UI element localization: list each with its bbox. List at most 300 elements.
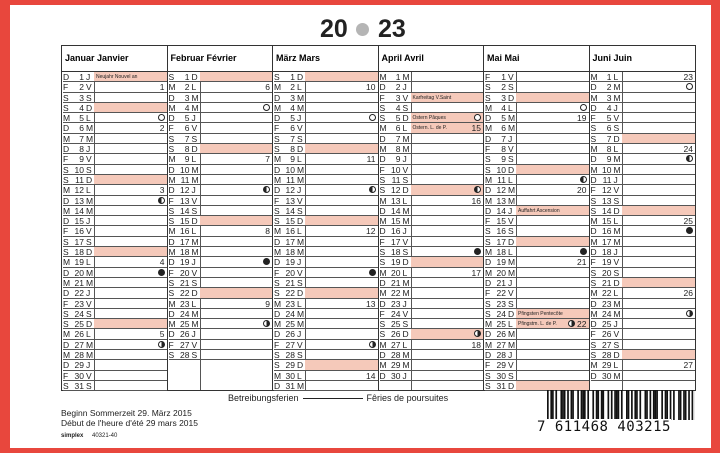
day-row[interactable] bbox=[273, 371, 378, 381]
day-row[interactable] bbox=[168, 154, 273, 164]
weekday-fr: J bbox=[613, 102, 618, 113]
day-row[interactable] bbox=[168, 216, 273, 226]
day-row[interactable] bbox=[590, 113, 696, 123]
weekday-fr: D bbox=[508, 164, 515, 175]
day-row[interactable] bbox=[273, 185, 378, 195]
day-row[interactable] bbox=[590, 165, 696, 175]
day-row[interactable] bbox=[62, 144, 167, 154]
day-row[interactable] bbox=[273, 288, 378, 298]
weekday-fr: M bbox=[86, 195, 94, 206]
day-row[interactable] bbox=[62, 247, 167, 257]
day-row[interactable] bbox=[484, 309, 589, 319]
weekday-de: S bbox=[168, 216, 175, 227]
day-row[interactable] bbox=[62, 216, 167, 226]
day-row[interactable] bbox=[62, 350, 167, 360]
day-number: 3 bbox=[79, 92, 84, 103]
day-row[interactable] bbox=[590, 134, 696, 144]
day-row[interactable] bbox=[484, 196, 589, 206]
weekday-fr: V bbox=[613, 329, 620, 340]
day-row[interactable] bbox=[484, 216, 589, 226]
weekday-fr: M bbox=[297, 319, 305, 330]
day-row[interactable] bbox=[484, 144, 589, 154]
day-row[interactable] bbox=[168, 226, 273, 236]
day-row[interactable] bbox=[590, 309, 696, 319]
weekday-fr: V bbox=[613, 185, 620, 196]
day-row[interactable] bbox=[590, 257, 696, 267]
day-row[interactable] bbox=[484, 154, 589, 164]
weekday-de: D bbox=[168, 329, 175, 340]
day-row[interactable] bbox=[590, 226, 696, 236]
day-number: 3 bbox=[606, 92, 612, 103]
day-row[interactable] bbox=[168, 144, 273, 154]
day-row[interactable] bbox=[484, 206, 589, 216]
weekday-de: D bbox=[379, 133, 386, 144]
day-row[interactable] bbox=[590, 206, 696, 216]
full-moon-icon bbox=[369, 114, 376, 121]
day-row[interactable] bbox=[484, 226, 589, 236]
day-row[interactable] bbox=[484, 350, 589, 360]
weekday-de: D bbox=[590, 226, 597, 237]
day-row[interactable] bbox=[379, 319, 484, 329]
weekday-fr: M bbox=[86, 133, 94, 144]
day-number: 11 bbox=[602, 174, 612, 185]
day-row[interactable] bbox=[590, 185, 696, 195]
day-row[interactable] bbox=[168, 113, 273, 123]
day-row[interactable] bbox=[273, 268, 378, 278]
day-row[interactable] bbox=[273, 113, 378, 123]
day-row[interactable] bbox=[168, 288, 273, 298]
day-number: 19 bbox=[180, 257, 190, 268]
day-row[interactable] bbox=[484, 103, 589, 113]
week-number: 4 bbox=[159, 257, 165, 268]
day-row[interactable] bbox=[590, 216, 696, 226]
day-row[interactable] bbox=[379, 288, 484, 298]
day-row[interactable] bbox=[590, 268, 696, 278]
day-row[interactable] bbox=[62, 165, 167, 175]
day-row[interactable] bbox=[484, 340, 589, 350]
day-row[interactable] bbox=[62, 237, 167, 247]
day-row[interactable] bbox=[484, 113, 589, 123]
weekday-fr: J bbox=[402, 154, 407, 165]
month-column bbox=[484, 46, 590, 390]
weekday-fr: J bbox=[86, 216, 91, 227]
day-row[interactable] bbox=[273, 247, 378, 257]
day-number: 10 bbox=[391, 164, 401, 175]
day-row[interactable] bbox=[62, 309, 167, 319]
weekday-de: M bbox=[168, 319, 176, 330]
weekday-fr: M bbox=[613, 308, 621, 319]
day-number: 8 bbox=[395, 144, 401, 155]
day-row[interactable] bbox=[62, 381, 167, 391]
weekday-fr: S bbox=[613, 123, 620, 134]
day-row[interactable] bbox=[168, 268, 273, 278]
day-row[interactable] bbox=[379, 278, 484, 288]
day-row[interactable] bbox=[590, 329, 696, 339]
day-row[interactable] bbox=[379, 165, 484, 175]
day-row[interactable] bbox=[168, 237, 273, 247]
day-row[interactable] bbox=[379, 134, 484, 144]
day-row[interactable] bbox=[273, 216, 378, 226]
day-row[interactable] bbox=[168, 299, 273, 309]
day-row[interactable] bbox=[273, 82, 378, 92]
day-row[interactable] bbox=[379, 144, 484, 154]
weekday-fr: L bbox=[402, 339, 408, 350]
day-row[interactable] bbox=[168, 206, 273, 216]
day-row[interactable] bbox=[62, 278, 167, 288]
weekday-fr: V bbox=[191, 267, 198, 278]
weekday-de: D bbox=[274, 92, 281, 103]
day-row[interactable] bbox=[590, 360, 696, 370]
day-row[interactable] bbox=[484, 175, 589, 185]
day-row[interactable] bbox=[484, 329, 589, 339]
weekday-fr: M bbox=[508, 329, 516, 340]
weekday-fr: D bbox=[297, 144, 304, 155]
day-row[interactable] bbox=[62, 123, 167, 133]
day-row[interactable] bbox=[273, 175, 378, 185]
day-row[interactable] bbox=[273, 329, 378, 339]
day-row[interactable] bbox=[379, 196, 484, 206]
day-row[interactable] bbox=[168, 196, 273, 206]
year-dot-icon bbox=[356, 23, 369, 36]
day-row[interactable] bbox=[62, 93, 167, 103]
weekday-fr: M bbox=[613, 226, 621, 237]
day-row[interactable] bbox=[273, 226, 378, 236]
weekday-de: S bbox=[168, 288, 175, 299]
day-row[interactable] bbox=[168, 82, 273, 92]
weekday-fr: S bbox=[191, 205, 198, 216]
day-row[interactable] bbox=[168, 103, 273, 113]
weekday-fr: D bbox=[402, 257, 409, 268]
weekday-de: D bbox=[485, 133, 492, 144]
weekday-fr: V bbox=[402, 308, 409, 319]
day-number: 26 bbox=[74, 329, 84, 340]
day-row[interactable] bbox=[62, 82, 167, 92]
weekday-fr: V bbox=[508, 360, 514, 371]
weekday-de: D bbox=[168, 164, 175, 175]
day-row[interactable] bbox=[168, 175, 273, 185]
day-row[interactable] bbox=[379, 340, 484, 350]
day-row[interactable] bbox=[484, 247, 589, 257]
day-number: 24 bbox=[74, 308, 84, 319]
day-row[interactable] bbox=[379, 113, 484, 123]
day-row[interactable] bbox=[62, 360, 167, 370]
weekday-de: M bbox=[485, 339, 493, 350]
day-number: 14 bbox=[496, 205, 506, 216]
weekday-fr: M bbox=[191, 308, 199, 319]
day-row[interactable] bbox=[484, 185, 589, 195]
weekday-de: S bbox=[274, 350, 280, 361]
weekday-de: F bbox=[379, 92, 385, 103]
day-row[interactable] bbox=[484, 319, 589, 329]
holiday-label: Karfreitag V.Saint bbox=[412, 94, 452, 101]
day-row[interactable] bbox=[590, 144, 696, 154]
day-row[interactable] bbox=[62, 185, 167, 195]
day-row[interactable] bbox=[62, 371, 167, 381]
day-row[interactable] bbox=[168, 278, 273, 288]
weekday-fr: L bbox=[402, 267, 408, 278]
day-number: 20 bbox=[285, 267, 295, 278]
day-row[interactable] bbox=[273, 196, 378, 206]
day-row[interactable] bbox=[273, 381, 378, 391]
day-row[interactable] bbox=[62, 329, 167, 339]
weekday-de: D bbox=[590, 174, 597, 185]
day-number: 5 bbox=[290, 113, 295, 124]
weekday-fr: J bbox=[86, 72, 91, 82]
day-number: 26 bbox=[180, 329, 190, 340]
new-moon-icon bbox=[369, 269, 376, 276]
day-row[interactable] bbox=[168, 165, 273, 175]
day-number: 24 bbox=[602, 308, 612, 319]
weekday-fr: J bbox=[508, 205, 513, 216]
day-row[interactable] bbox=[484, 268, 589, 278]
weekday-de: D bbox=[485, 277, 492, 288]
day-row[interactable] bbox=[273, 154, 378, 164]
day-number: 18 bbox=[285, 247, 295, 258]
weekday-fr: J bbox=[402, 298, 407, 309]
day-row[interactable] bbox=[379, 247, 484, 257]
day-row[interactable] bbox=[273, 206, 378, 216]
day-row[interactable] bbox=[62, 268, 167, 278]
day-row[interactable] bbox=[168, 340, 273, 350]
day-row[interactable] bbox=[62, 319, 167, 329]
day-row[interactable] bbox=[590, 237, 696, 247]
day-row[interactable] bbox=[168, 350, 273, 360]
day-row[interactable] bbox=[273, 103, 378, 113]
day-row[interactable] bbox=[62, 154, 167, 164]
day-row[interactable] bbox=[379, 309, 484, 319]
day-row[interactable] bbox=[62, 175, 167, 185]
day-row[interactable] bbox=[273, 319, 378, 329]
weekday-fr: J bbox=[86, 144, 91, 155]
day-row[interactable] bbox=[379, 360, 484, 370]
day-number: 29 bbox=[285, 360, 295, 371]
day-row[interactable] bbox=[62, 299, 167, 309]
day-number: 13 bbox=[74, 195, 84, 206]
day-row[interactable] bbox=[379, 216, 484, 226]
weekday-fr: M bbox=[191, 319, 199, 330]
day-row[interactable] bbox=[273, 237, 378, 247]
day-row[interactable] bbox=[168, 123, 273, 133]
weekday-de: S bbox=[379, 174, 386, 185]
day-number: 21 bbox=[74, 277, 84, 288]
week-number: 15 bbox=[471, 123, 481, 134]
day-row[interactable] bbox=[273, 165, 378, 175]
day-row[interactable] bbox=[168, 134, 273, 144]
day-row[interactable] bbox=[379, 185, 484, 195]
weekday-de: M bbox=[590, 360, 598, 371]
weekday-de: S bbox=[379, 185, 386, 196]
day-row[interactable] bbox=[590, 247, 696, 257]
weekday-fr: L bbox=[297, 370, 302, 381]
weekday-fr: L bbox=[402, 123, 408, 134]
day-row[interactable] bbox=[379, 226, 484, 236]
day-row[interactable] bbox=[273, 144, 378, 154]
day-row[interactable] bbox=[168, 257, 273, 267]
weekday-fr: M bbox=[613, 92, 621, 103]
day-row[interactable] bbox=[62, 103, 167, 113]
day-row[interactable] bbox=[379, 206, 484, 216]
day-row[interactable] bbox=[379, 329, 484, 339]
day-row[interactable] bbox=[168, 309, 273, 319]
weekday-fr: M bbox=[402, 205, 410, 216]
day-row[interactable] bbox=[379, 237, 484, 247]
day-row[interactable] bbox=[273, 93, 378, 103]
day-number: 3 bbox=[501, 92, 506, 103]
day-row[interactable] bbox=[484, 237, 589, 247]
day-number: 16 bbox=[602, 226, 612, 237]
day-row[interactable] bbox=[379, 93, 484, 103]
day-row[interactable] bbox=[379, 103, 484, 113]
day-row[interactable] bbox=[379, 371, 484, 381]
day-row[interactable] bbox=[590, 72, 696, 82]
weekday-fr: M bbox=[191, 164, 199, 175]
weekday-de: S bbox=[168, 205, 175, 216]
day-row[interactable] bbox=[484, 123, 589, 133]
day-row[interactable] bbox=[62, 226, 167, 236]
day-row[interactable] bbox=[168, 319, 273, 329]
day-row[interactable] bbox=[590, 278, 696, 288]
day-row[interactable] bbox=[273, 309, 378, 319]
day-row[interactable] bbox=[379, 257, 484, 267]
day-number: 5 bbox=[606, 113, 612, 124]
day-row[interactable] bbox=[62, 134, 167, 144]
weekday-de: M bbox=[168, 102, 176, 113]
day-row[interactable] bbox=[379, 154, 484, 164]
weekday-fr: M bbox=[86, 350, 94, 361]
day-row[interactable] bbox=[168, 329, 273, 339]
day-row[interactable] bbox=[273, 257, 378, 267]
weekday-de: F bbox=[63, 154, 69, 165]
weekday-de: S bbox=[590, 339, 597, 350]
day-row[interactable] bbox=[590, 288, 696, 298]
weekday-de: F bbox=[168, 339, 174, 350]
weekday-de: D bbox=[590, 82, 597, 93]
day-number: 28 bbox=[180, 350, 190, 361]
day-row[interactable] bbox=[484, 257, 589, 267]
day-row[interactable] bbox=[590, 350, 696, 360]
day-row[interactable] bbox=[590, 175, 696, 185]
day-row[interactable] bbox=[168, 93, 273, 103]
day-row[interactable] bbox=[62, 288, 167, 298]
weekday-fr: S bbox=[191, 277, 198, 288]
day-row[interactable] bbox=[484, 134, 589, 144]
day-number: 12 bbox=[391, 185, 401, 196]
day-row[interactable] bbox=[273, 360, 378, 370]
day-row[interactable] bbox=[379, 82, 484, 92]
new-moon-icon bbox=[474, 248, 481, 255]
weekday-fr: S bbox=[402, 247, 409, 258]
day-row[interactable] bbox=[379, 72, 484, 82]
day-row[interactable] bbox=[484, 165, 589, 175]
day-row[interactable] bbox=[379, 299, 484, 309]
day-number: 22 bbox=[602, 288, 612, 299]
day-row[interactable] bbox=[590, 93, 696, 103]
month-column bbox=[590, 46, 696, 390]
day-row[interactable] bbox=[168, 247, 273, 257]
weekday-de: S bbox=[485, 82, 491, 93]
day-number: 21 bbox=[180, 277, 190, 288]
weekday-fr: M bbox=[86, 339, 94, 350]
full-moon-icon bbox=[263, 104, 270, 111]
day-row[interactable] bbox=[590, 123, 696, 133]
day-row[interactable] bbox=[273, 72, 378, 82]
weekday-fr: S bbox=[613, 195, 620, 206]
day-row[interactable] bbox=[590, 103, 696, 113]
day-row[interactable] bbox=[590, 319, 696, 329]
weekday-fr: J bbox=[613, 247, 618, 258]
day-row[interactable] bbox=[62, 72, 167, 82]
weekday-de: D bbox=[274, 257, 281, 268]
day-row[interactable] bbox=[484, 72, 589, 82]
day-row[interactable] bbox=[273, 278, 378, 288]
day-row[interactable] bbox=[484, 288, 589, 298]
day-row[interactable] bbox=[590, 154, 696, 164]
weekday-fr: L bbox=[508, 247, 513, 258]
weekday-de: F bbox=[168, 123, 174, 134]
day-number: 22 bbox=[391, 288, 401, 299]
weekday-fr: L bbox=[613, 72, 619, 82]
day-number: 19 bbox=[391, 257, 401, 268]
day-row[interactable] bbox=[273, 123, 378, 133]
day-row[interactable] bbox=[62, 113, 167, 123]
weekday-fr: L bbox=[191, 298, 197, 309]
day-number: 30 bbox=[496, 370, 506, 381]
weekday-de: S bbox=[168, 277, 175, 288]
weekday-fr: D bbox=[613, 350, 620, 361]
weekday-fr: S bbox=[508, 154, 514, 165]
day-row[interactable] bbox=[379, 350, 484, 360]
day-row[interactable] bbox=[273, 134, 378, 144]
day-number: 21 bbox=[496, 277, 506, 288]
day-row[interactable] bbox=[379, 175, 484, 185]
weekday-de: M bbox=[485, 195, 493, 206]
weekday-de: S bbox=[168, 133, 175, 144]
month-column bbox=[379, 46, 485, 390]
day-row[interactable] bbox=[484, 278, 589, 288]
day-row[interactable] bbox=[273, 299, 378, 309]
day-row[interactable] bbox=[590, 371, 696, 381]
day-row[interactable] bbox=[590, 299, 696, 309]
weekday-de: F bbox=[168, 195, 174, 206]
day-row[interactable] bbox=[484, 360, 589, 370]
day-row[interactable] bbox=[484, 299, 589, 309]
weekday-fr: J bbox=[508, 277, 513, 288]
weekday-de: M bbox=[274, 319, 282, 330]
day-row[interactable] bbox=[273, 350, 378, 360]
day-row[interactable] bbox=[62, 257, 167, 267]
day-row[interactable] bbox=[484, 82, 589, 92]
weekday-de: D bbox=[168, 308, 175, 319]
day-row[interactable] bbox=[590, 196, 696, 206]
day-row[interactable] bbox=[168, 185, 273, 195]
day-row[interactable] bbox=[62, 206, 167, 216]
day-row[interactable] bbox=[62, 340, 167, 350]
weekday-de: M bbox=[168, 82, 176, 93]
day-number: 6 bbox=[501, 123, 506, 134]
day-row[interactable] bbox=[484, 371, 589, 381]
day-row[interactable] bbox=[590, 82, 696, 92]
day-row[interactable] bbox=[379, 268, 484, 278]
day-row[interactable] bbox=[484, 93, 589, 103]
day-number: 10 bbox=[496, 164, 506, 175]
day-row[interactable] bbox=[379, 123, 484, 133]
weekday-de: M bbox=[485, 123, 493, 134]
day-row[interactable] bbox=[62, 196, 167, 206]
weekday-de: D bbox=[379, 154, 386, 165]
day-row[interactable] bbox=[590, 340, 696, 350]
day-row[interactable] bbox=[168, 72, 273, 82]
day-row[interactable] bbox=[273, 340, 378, 350]
